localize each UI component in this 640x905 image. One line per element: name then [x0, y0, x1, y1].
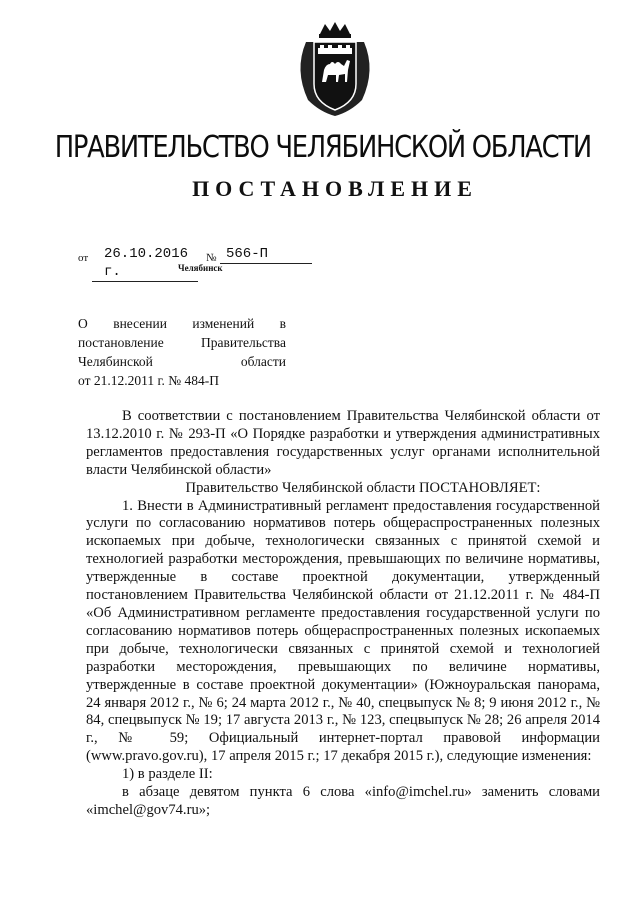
document-body — [86, 408, 600, 820]
subitem-paragraph: 1) в разделе II: — [122, 766, 213, 783]
number-prefix: № — [206, 252, 217, 264]
date-prefix: от — [78, 252, 89, 264]
document-number: 566-П — [220, 245, 312, 264]
subject-line: О внесении изменений в — [78, 316, 286, 331]
coat-of-arms-emblem — [292, 20, 378, 118]
organization-title: ПРАВИТЕЛЬСТВО ЧЕЛЯБИНСКОЙ ОБЛАСТИ — [54, 130, 591, 165]
subject-line: постановление Правительства — [78, 335, 286, 350]
amendment-paragraph: в абзаце девятом пункта 6 слова «info@imchel.ru» заменить словами «imchel@gov74.ru»; — [86, 784, 600, 818]
subject-line: от 21.12.2011 г. № 484-П — [78, 373, 219, 388]
subject-line: Челябинской области — [78, 354, 286, 369]
preamble-paragraph: В соответствии с постановлением Правительства Челябинской области от 13.12.2010 г. № 293-П «О Порядке разработки и утверждения административных регламентов предоставления государственных услуг органами исполнительной власти Челябинской области» — [86, 408, 600, 478]
issue-city: Челябинск — [178, 263, 223, 273]
document-type-heading: ПОСТАНОВЛЕНИЕ — [192, 176, 478, 201]
document-date: 26.10.2016 г. — [92, 245, 198, 282]
document-subject — [78, 314, 286, 390]
item-1-paragraph: 1. Внести в Административный регламент предоставления государственной услуги по согласованию нормативов потерь общераспространенных полезных ископаемых при добыче, технологически связанных с принятой схемой и технологией разработки месторождения, превышающих по величине нормативы, утвержденные в составе проектной документации, утвержденный постановлением Правительства Челябинской области от 21.12.2011 г. № 484-П «Об Административном регламенте предоставления государственной услуги по согласованию нормативов потерь общераспространенных полезных ископаемых при добыче, технологически связанных с принятой схемой и технологией разработки месторождения, превышающих по величине нормативы, утвержденные в составе проектной документации» (Южноуральская панорама, 24 января 2012 г., № 6; 24 марта 2012 г., № 40, спецвыпуск № 8; 9 июня 2012 г., № 84, спецвыпуск № 19; 17 августа 2013 г., № 123, спецвыпуск № 28; 26 апреля 2014 г., № 59; Официальный интернет-портал правовой информации (www.pravo.gov.ru), 17 апреля 2015 г.; 17 декабря 2015 г.), следующие изменения: — [86, 497, 600, 765]
resolution-clause: Правительство Челябинской области ПОСТАНОВЛЯЕТ: — [185, 479, 541, 496]
